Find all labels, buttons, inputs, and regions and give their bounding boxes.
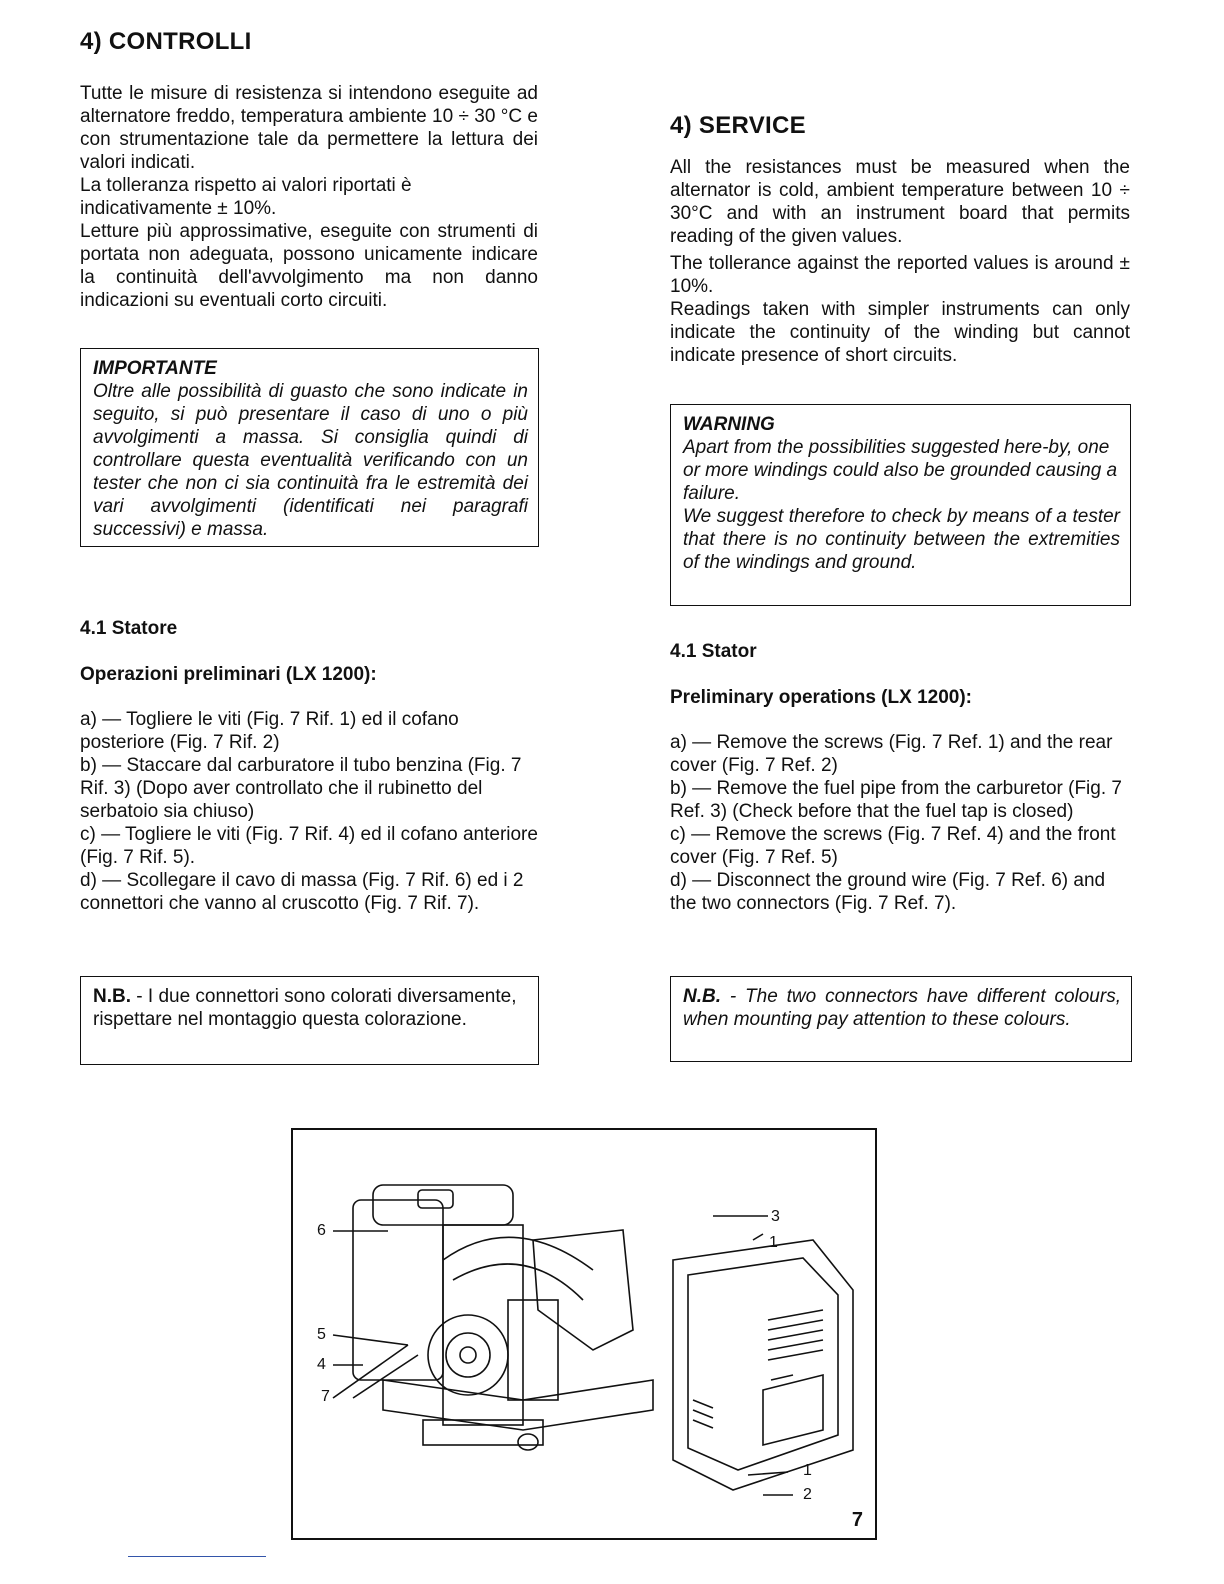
subsection-heading-en: Preliminary operations (LX 1200): [670, 687, 972, 708]
note-box-it [80, 976, 539, 1065]
callout-7: 7 [321, 1388, 330, 1405]
section-heading-it: 4.1 Statore [80, 618, 178, 639]
step-c-en: c) — Remove the screws (Fig. 7 Ref. 4) and the front cover (Fig. 7 Ref. 5) [670, 824, 1116, 868]
stator-section-en [670, 641, 1130, 915]
callout-5: 5 [317, 1326, 326, 1343]
intro-para-1-en: All the resistances must be measured when the alternator is cold, ambient temperature between 10 ÷ 30°C and with an instrument board that permits reading of the given values. [670, 157, 1130, 247]
english-column [670, 112, 1130, 367]
page-title-en: 4) SERVICE [670, 112, 806, 139]
callout-1-top: 1 [769, 1234, 778, 1251]
step-a-en: a) — Remove the screws (Fig. 7 Ref. 1) and the rear cover (Fig. 7 Ref. 2) [670, 732, 1113, 776]
step-b-it: b) — Staccare dal carburatore il tubo benzina (Fig. 7 Rif. 3) (Dopo aver controllato che il rubinetto del serbatoio sia chiuso) [80, 755, 522, 822]
intro-para-1-it: Tutte le misure di resistenza si intendono eseguite ad alternatore freddo, temperatura ambiente 10 ÷ 30 °C e con strumentazione tale da permettere la lettura dei valori indicati. [80, 83, 538, 173]
note-text-it: - I due connettori sono colorati diversamente, rispettare nel montaggio questa colorazione. [93, 986, 517, 1030]
subsection-heading-it: Operazioni preliminari (LX 1200): [80, 664, 377, 685]
intro-para-2-it: La tolleranza rispetto ai valori riportati è indicativamente ± 10%. [80, 175, 412, 219]
step-a-it: a) — Togliere le viti (Fig. 7 Rif. 1) ed il cofano posteriore (Fig. 7 Rif. 2) [80, 709, 459, 753]
warning-text-it: Oltre alle possibilità di guasto che sono indicate in seguito, si può presentare il caso di uno o più avvolgimenti a massa. Si consiglia quindi di controllare questa eventualità verificando con un tester che non ci sia continuità fra le estremità dei vari avvolgimenti (identificati nei paragrafi successivi) e massa. [93, 381, 528, 540]
warning-text-1-en: Apart from the possibilities suggested here-by, one or more windings could also be grounded causing a failure. [683, 437, 1118, 504]
step-d-it: d) — Scollegare il cavo di massa (Fig. 7 Rif. 6) ed i 2 connettori che vanno al cruscotto (Fig. 7 Rif. 7). [80, 870, 524, 914]
warning-title-it: IMPORTANTE [93, 358, 217, 379]
warning-title-en: WARNING [683, 414, 775, 435]
callout-4: 4 [317, 1356, 326, 1373]
page-title-it: 4) CONTROLLI [80, 28, 252, 55]
intro-para-2-en: The tollerance against the reported values is around ± 10%. [670, 253, 1130, 297]
stator-section-it [80, 618, 538, 915]
callout-1-bottom: 1 [803, 1462, 812, 1479]
step-c-it: c) — Togliere le viti (Fig. 7 Rif. 4) ed il cofano anteriore (Fig. 7 Rif. 5). [80, 824, 538, 868]
note-label-it: N.B. [93, 986, 131, 1007]
callout-2: 2 [803, 1486, 812, 1503]
note-box-en [670, 976, 1132, 1062]
section-heading-en: 4.1 Stator [670, 641, 757, 662]
figure-number: 7 [851, 1509, 863, 1531]
note-label-en: N.B. [683, 986, 721, 1007]
callout-6: 6 [317, 1222, 326, 1239]
italian-column [80, 28, 538, 312]
bottom-rule [128, 1556, 266, 1557]
note-text-en: - The two connectors have different colours, when mounting pay attention to these colours. [683, 986, 1121, 1030]
generator-illustration [293, 1130, 875, 1538]
warning-text-2-en: We suggest therefore to check by means of a tester that there is no continuity between the extremities of the windings and ground. [683, 506, 1120, 573]
step-b-en: b) — Remove the fuel pipe from the carburetor (Fig. 7 Ref. 3) (Check before that the fuel tap is closed) [670, 778, 1122, 822]
figure-7 [291, 1128, 877, 1540]
warning-box-en [670, 404, 1131, 606]
intro-para-3-it: Letture più approssimative, eseguite con strumenti di portata non adeguata, possono unicamente indicare la continuità dell'avvolgimento ma non danno indicazioni su eventuali corto circuiti. [80, 221, 538, 311]
step-d-en: d) — Disconnect the ground wire (Fig. 7 Ref. 6) and the two connectors (Fig. 7 Ref. 7). [670, 870, 1106, 914]
warning-box-it [80, 348, 539, 547]
callout-3: 3 [771, 1208, 780, 1225]
intro-para-3-en: Readings taken with simpler instruments can only indicate the continuity of the winding but cannot indicate presence of short circuits. [670, 299, 1130, 366]
